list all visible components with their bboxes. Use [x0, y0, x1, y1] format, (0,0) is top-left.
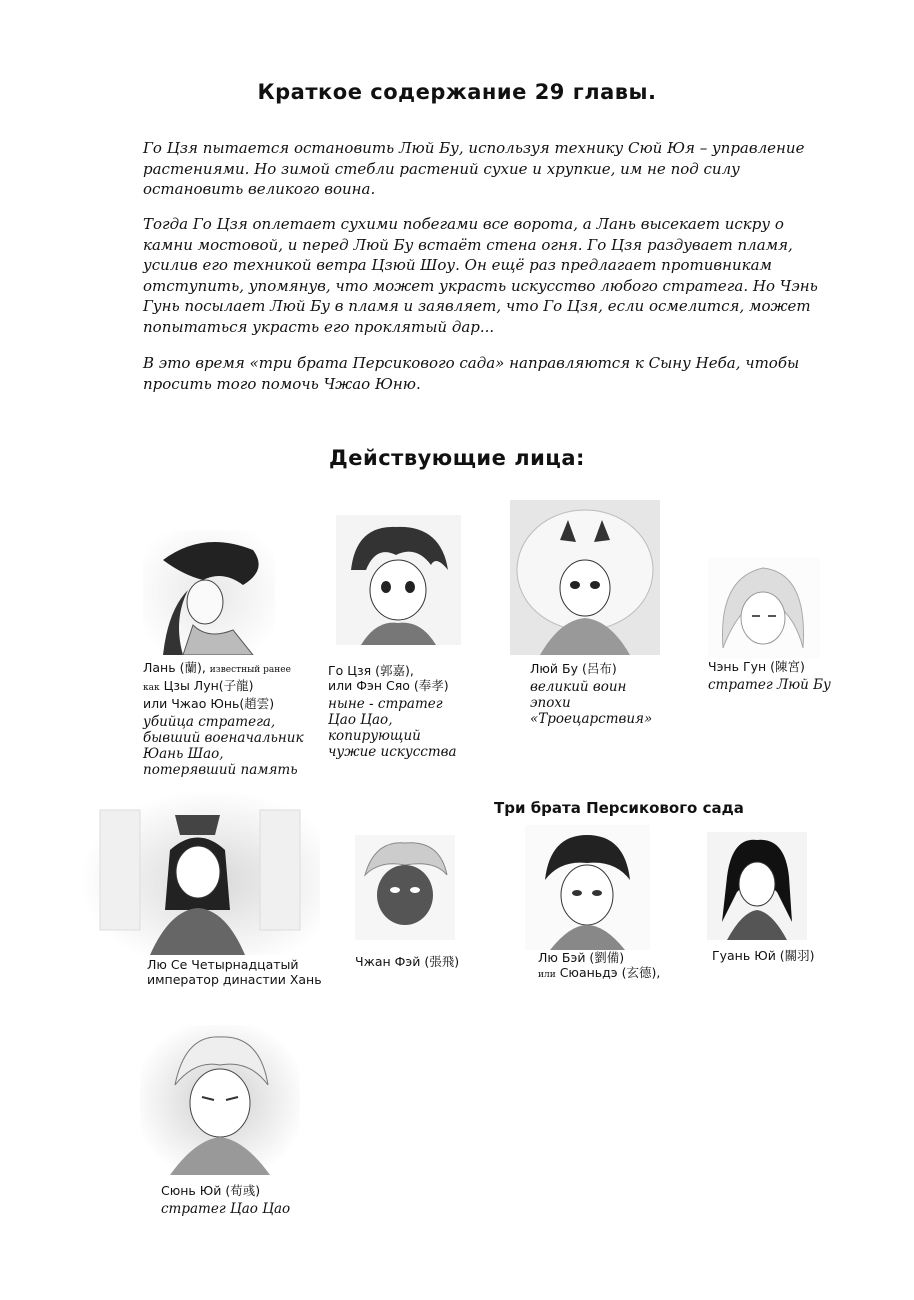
liubei-portrait: [525, 825, 650, 950]
guanyu-portrait: [707, 832, 807, 940]
lubu-portrait: [510, 500, 660, 655]
chengong-caption: [708, 659, 838, 693]
summary-paragraph: Го Цзя пытается остановить Люй Бу, используя технику Сюй Юя – управление растениями. Но зимой стебли растений сухие и хрупкие, им не под силу остановить великого воина.: [143, 139, 805, 198]
guanyu-caption: [712, 948, 842, 963]
chengong-description: стратег Люй Бу: [708, 677, 831, 693]
liuxie-caption: [147, 957, 337, 987]
lan-kak: как: [143, 683, 160, 693]
liubei-alias-prefix: или: [538, 970, 556, 980]
xunyu-portrait: [140, 1025, 300, 1175]
guanyu-name: Гуань Юй (關羽): [712, 948, 815, 963]
cast-title: Действующие лица:: [329, 446, 585, 470]
xunyu-name: Сюнь Юй (荀彧): [161, 1183, 261, 1198]
guojia-alias: или Фэн Сяо (奉孝): [328, 678, 449, 693]
xunyu-caption: [161, 1183, 321, 1217]
summary-paragraph: Тогда Го Цзя оплетает сухими побегами все ворота, а Лань высекает искру о камни мостовой, и перед Люй Бу встаёт стена огня. Го Цзя раздувает пламя, усилив его техникой ветра Цзюй Шоу. Он ещё раз предлагает противникам отступить, упомянув, что может украсть искусство любого стратега. Но Чэнь Гунь посылает Люй Бу в пламя и заявляет, что Го Цзя, если осмелится, может попытаться украсть его проклятый дар...: [143, 215, 818, 336]
liubei-name: Лю Бэй (劉備): [538, 950, 625, 965]
zhangfei-portrait: [355, 835, 455, 940]
liuxie-description: император династии Хань: [147, 972, 322, 987]
lubu-caption: [530, 661, 670, 727]
zhangfei-name: Чжан Фэй (張飛): [355, 954, 460, 969]
guojia-name: Го Цзя (郭嘉),: [328, 663, 414, 678]
lubu-name: Люй Бу (呂布): [530, 661, 617, 676]
summary-paragraph: В это время «три брата Персикового сада» направляются к Сыну Неба, чтобы просить того помочь Чжао Юню.: [143, 354, 800, 393]
lan-portrait: [143, 530, 275, 655]
liubei-alias: Сюаньдэ (玄德),: [559, 965, 661, 980]
chengong-name: Чэнь Гун (陳宮): [708, 659, 805, 674]
guojia-description: ныне - стратег Цао Цао, копирующий чужие искусства: [328, 696, 457, 760]
guojia-caption: [328, 663, 473, 760]
lan-description: убийца стратега, бывший военачальник Юань Шао, потерявший память: [143, 714, 304, 778]
lan-caption: [143, 660, 313, 778]
liuxie-name: Лю Се Четырнадцатый: [147, 957, 299, 972]
lan-alias1: Цзы Лун(子龍): [163, 678, 254, 693]
zhangfei-caption: [355, 954, 485, 969]
liubei-caption: [538, 950, 688, 983]
guojia-portrait: [336, 515, 461, 645]
liuxie-portrait: [80, 790, 320, 955]
lan-name: Лань (蘭),: [143, 660, 206, 675]
lan-small-note: известный ранее: [209, 665, 291, 675]
chengong-portrait: [708, 558, 820, 658]
lan-alias2: или Чжао Юнь(趙雲): [143, 696, 275, 711]
lubu-description: великий воин эпохи «Троецарствия»: [530, 679, 653, 727]
brothers-label: Три брата Персикового сада: [494, 799, 744, 817]
xunyu-description: стратег Цао Цао: [161, 1201, 291, 1217]
summary-title: Краткое содержание 29 главы.: [257, 80, 657, 104]
